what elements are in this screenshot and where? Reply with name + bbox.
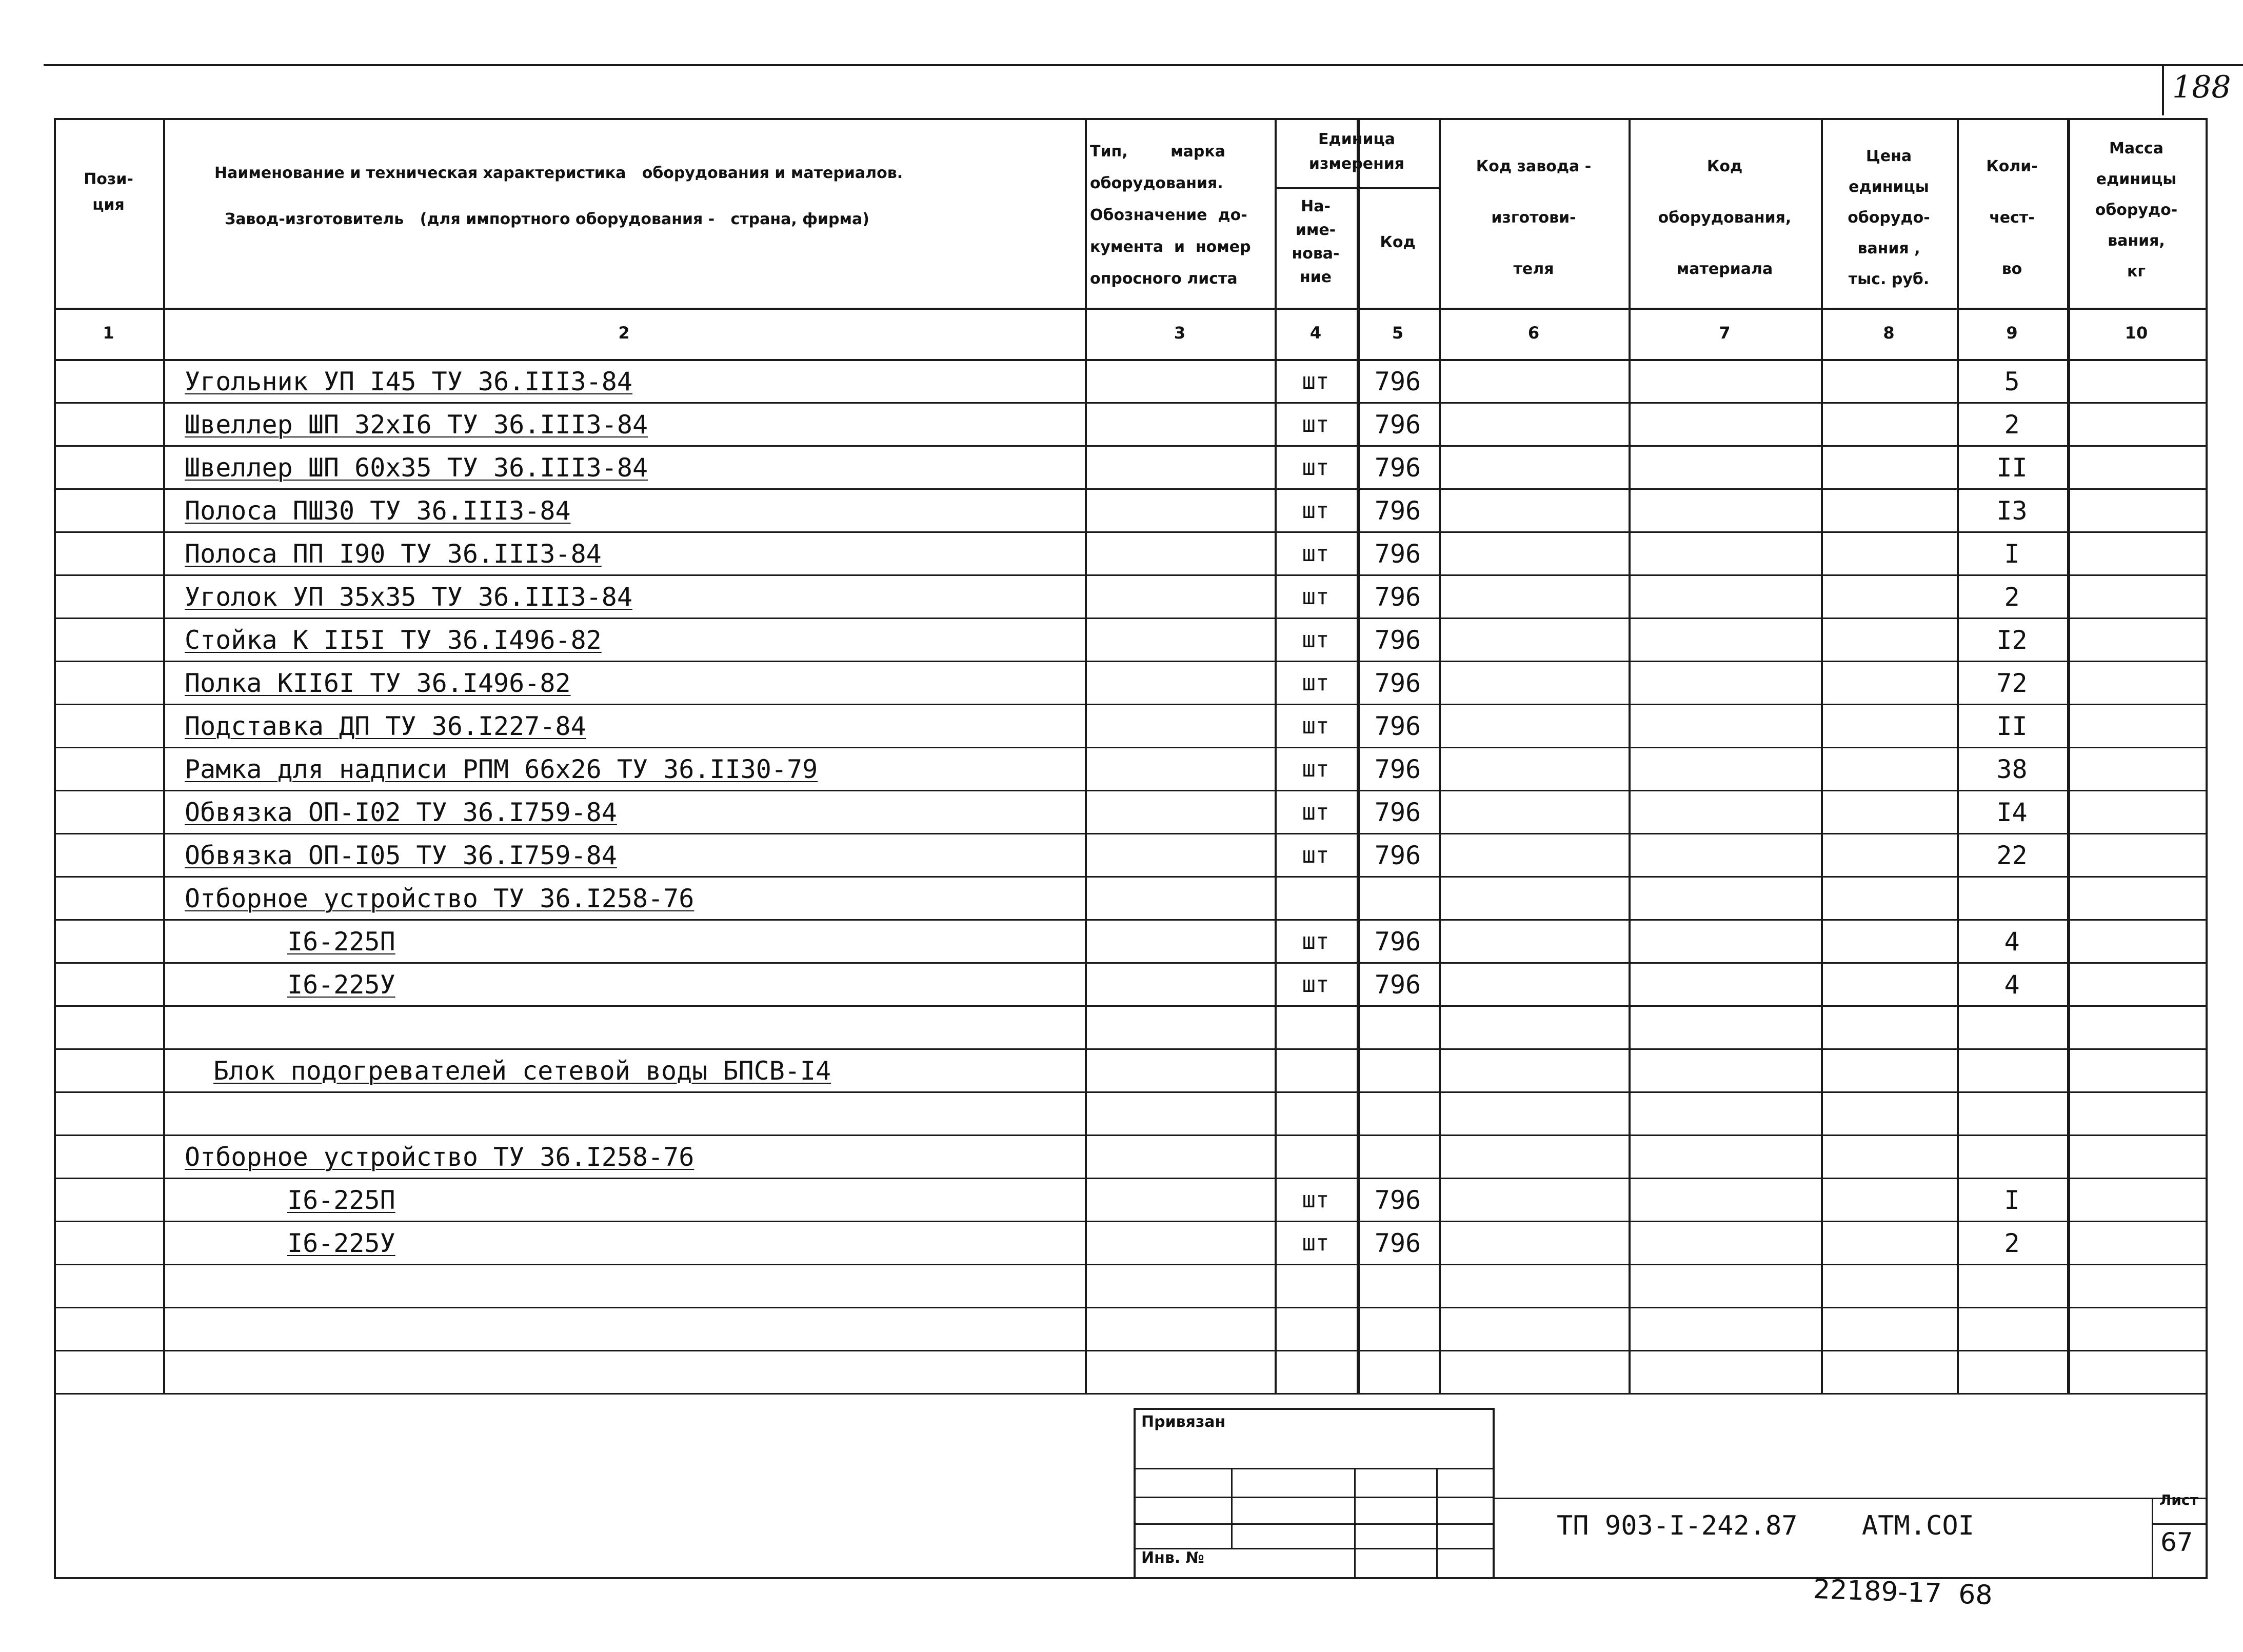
sheet-number: 67	[2160, 1527, 2193, 1557]
row-11-quantity: I4	[1996, 798, 2028, 827]
stamp-col-1	[1231, 1468, 1233, 1548]
stamp-row-1	[1134, 1468, 1493, 1469]
row-14-quantity: 4	[2004, 927, 2020, 957]
row-8-quantity: 72	[1996, 668, 2028, 698]
row-12-code: 796	[1374, 841, 1421, 870]
column-number-3: 3	[1174, 323, 1186, 343]
row-11-unit: шт	[1302, 799, 1329, 825]
column-number-2: 2	[618, 323, 630, 343]
table-border-top	[54, 118, 2207, 120]
row-6-quantity: 2	[2004, 582, 2020, 612]
header-unit-mass: Масса единицы оборудо- вания, кг	[2095, 140, 2178, 281]
row-21-unit: шт	[1302, 1230, 1329, 1256]
column-number-7: 7	[1719, 323, 1731, 343]
row-7-name: Стойка К II5I ТУ 36.I496-82	[185, 625, 602, 655]
row-4-unit: шт	[1302, 497, 1329, 524]
row-4-name: Полоса ПШ30 ТУ 36.III3-84	[185, 496, 571, 526]
sheet-box-mid	[2152, 1523, 2206, 1525]
row-10-unit: шт	[1302, 756, 1329, 782]
row-14-code: 796	[1374, 927, 1421, 957]
row-8-code: 796	[1374, 668, 1421, 698]
stamp-col-2	[1354, 1468, 1356, 1577]
row-6-unit: шт	[1302, 584, 1329, 610]
column-divider-2	[1085, 118, 1087, 1394]
row-11-name: Обвязка ОП-I02 ТУ 36.I759-84	[185, 798, 617, 827]
row-10-name: Рамка для надписи РПМ 66х26 ТУ 36.II30-79	[185, 754, 818, 784]
header-type-mark: Тип, марка оборудования. Обозначение до- кумента и номер опросного листа	[1090, 143, 1251, 288]
row-7-quantity: I2	[1996, 625, 2028, 655]
header-position: Пози- ция	[84, 170, 133, 214]
row-divider-23	[54, 1350, 2207, 1351]
column-number-8: 8	[1883, 323, 1895, 343]
row-divider-24	[54, 1393, 2207, 1395]
row-2-unit: шт	[1302, 411, 1329, 437]
sheet-box-left	[2152, 1498, 2153, 1577]
row-7-code: 796	[1374, 625, 1421, 655]
stamp-col-3	[1436, 1468, 1438, 1577]
row-5-quantity: I	[2004, 539, 2020, 569]
row-divider-22	[54, 1307, 2207, 1308]
row-12-unit: шт	[1302, 842, 1329, 868]
row-21-name: I6-225У	[287, 1228, 395, 1258]
column-number-4: 4	[1309, 323, 1322, 343]
stamp-row-2	[1134, 1497, 1493, 1498]
row-21-code: 796	[1374, 1228, 1421, 1258]
page-corner-number: 188	[2172, 69, 2231, 105]
row-12-quantity: 22	[1996, 841, 2028, 870]
row-8-unit: шт	[1302, 670, 1329, 696]
header-unit-code: Код	[1380, 233, 1416, 251]
row-21-quantity: 2	[2004, 1228, 2020, 1258]
header-bottom-line	[54, 308, 2207, 310]
handwritten-archive-number: 22189-17 68	[1813, 1574, 1993, 1611]
row-4-code: 796	[1374, 496, 1421, 526]
column-number-6: 6	[1527, 323, 1540, 343]
row-12-name: Обвязка ОП-I05 ТУ 36.I759-84	[185, 841, 617, 870]
column-number-1: 1	[103, 323, 114, 343]
row-3-name: Швеллер ШП 60х35 ТУ 36.III3-84	[185, 453, 648, 483]
column-number-10: 10	[2125, 323, 2148, 343]
header-equipment-code: Код оборудования, материала	[1658, 157, 1792, 278]
row-15-unit: шт	[1302, 971, 1329, 998]
column-divider-1	[163, 118, 165, 1394]
column-divider-5	[1439, 118, 1441, 1394]
header-name-line1: Наименование и техническая характеристика оборудования и материалов.	[214, 164, 903, 182]
row-20-code: 796	[1374, 1185, 1421, 1215]
row-17-name: Блок подогревателей сетевой воды БПСВ-I4	[213, 1056, 831, 1086]
row-15-name: I6-225У	[287, 970, 395, 1000]
stamp-row-3	[1134, 1523, 1493, 1525]
row-3-code: 796	[1374, 453, 1421, 483]
row-14-name: I6-225П	[287, 927, 395, 957]
row-1-name: Угольник УП I45 ТУ 36.III3-84	[185, 367, 632, 396]
row-9-unit: шт	[1302, 713, 1329, 739]
row-20-unit: шт	[1302, 1187, 1329, 1213]
header-name-line2: Завод-изготовитель (для импортного оборудования - страна, фирма)	[225, 210, 869, 228]
row-9-name: Подставка ДП ТУ 36.I227-84	[185, 711, 586, 741]
row-1-unit: шт	[1302, 368, 1329, 394]
header-quantity: Коли- чест- во	[1986, 157, 2038, 278]
row-10-quantity: 38	[1996, 754, 2028, 784]
row-9-code: 796	[1374, 711, 1421, 741]
row-9-quantity: II	[1996, 711, 2028, 741]
stamp-top	[1134, 1408, 1493, 1410]
inv-number-label: Инв. №	[1141, 1549, 1204, 1567]
row-10-code: 796	[1374, 754, 1421, 784]
stamp-left	[1134, 1408, 1136, 1577]
row-6-code: 796	[1374, 582, 1421, 612]
row-20-name: I6-225П	[287, 1185, 395, 1215]
stamp-right	[1493, 1408, 1495, 1577]
column-divider-7	[1821, 118, 1823, 1394]
row-1-code: 796	[1374, 367, 1421, 396]
row-1-quantity: 5	[2004, 367, 2020, 396]
table-border-right-lower	[2206, 1393, 2208, 1577]
header-unit-group: Единица измерения	[1308, 130, 1405, 173]
row-6-name: Уголок УП 35х35 ТУ 36.III3-84	[185, 582, 632, 612]
column-number-5: 5	[1392, 323, 1404, 343]
row-2-quantity: 2	[2004, 410, 2020, 440]
row-20-quantity: I	[2004, 1185, 2020, 1215]
row-5-name: Полоса ПП I90 ТУ 36.III3-84	[185, 539, 602, 569]
row-4-quantity: I3	[1996, 496, 2028, 526]
title-strip-top	[1493, 1498, 2206, 1499]
sheet-label: Лист	[2159, 1491, 2198, 1508]
header-unit-name: На- име- нова- ние	[1292, 197, 1340, 286]
row-19-name: Отборное устройство ТУ 36.I258-76	[185, 1142, 694, 1172]
row-5-unit: шт	[1302, 541, 1329, 567]
header-factory-code: Код завода - изготови- теля	[1476, 157, 1592, 278]
row-2-code: 796	[1374, 410, 1421, 440]
row-13-name: Отборное устройство ТУ 36.I258-76	[185, 884, 694, 913]
row-3-quantity: II	[1996, 453, 2028, 483]
unit-group-underline	[1275, 187, 1439, 189]
row-15-quantity: 4	[2004, 970, 2020, 1000]
header-unit-price: Цена единицы оборудо- вания , тыс. руб.	[1848, 147, 1930, 288]
row-14-unit: шт	[1302, 928, 1329, 954]
column-number-9: 9	[2006, 323, 2018, 343]
row-5-code: 796	[1374, 539, 1421, 569]
row-11-code: 796	[1374, 798, 1421, 827]
row-8-name: Полка КII6I ТУ 36.I496-82	[185, 668, 571, 698]
privyazan-label: Привязан	[1141, 1413, 1226, 1431]
row-7-unit: шт	[1302, 627, 1329, 653]
row-2-name: Швеллер ШП 32хI6 ТУ 36.III3-84	[185, 410, 648, 440]
document-code: ТП 903-I-242.87 АТМ.COI	[1557, 1510, 1974, 1541]
column-divider-9	[2067, 118, 2070, 1394]
row-15-code: 796	[1374, 970, 1421, 1000]
column-divider-6	[1629, 118, 1631, 1394]
row-3-unit: шт	[1302, 454, 1329, 481]
